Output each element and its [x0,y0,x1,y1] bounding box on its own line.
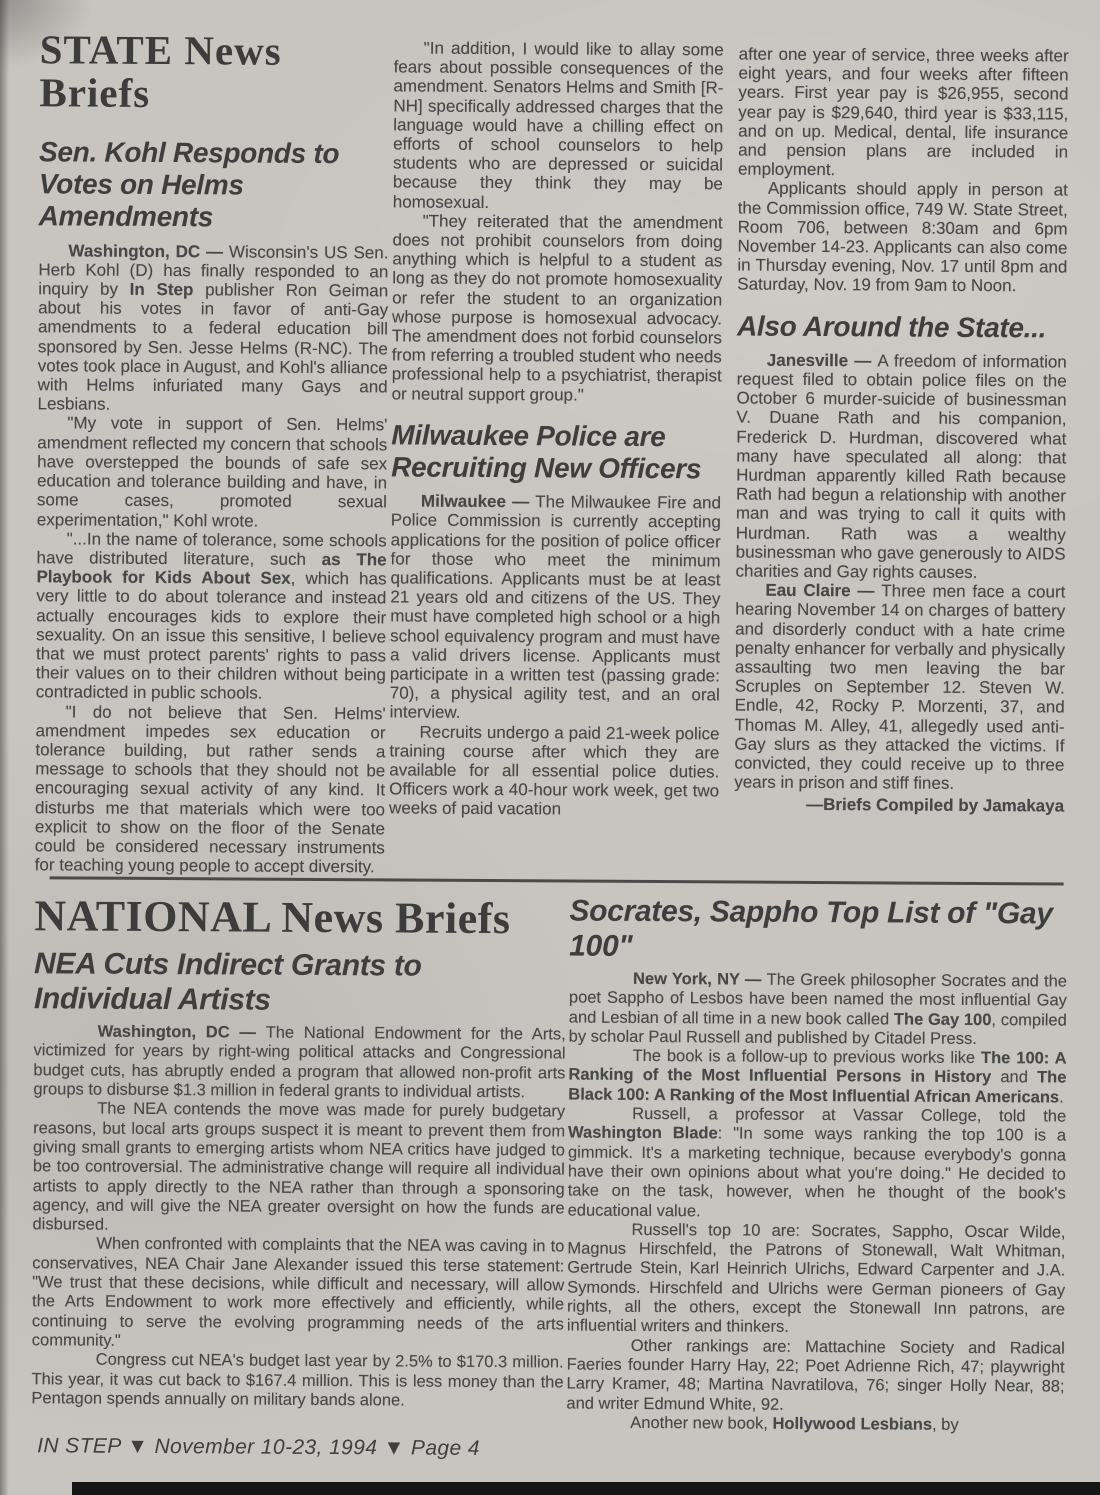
nea-article-headline: NEA Cuts Indirect Grants to Individual Artists [33,947,422,1017]
kohl-paragraph-1: Washington, DC — Wisconsin's US Sen. Herb Kohl (D) has finally responded to an inquiry by In Step publisher Ron Geiman about his votes in favor of anti-Gay amendments to a federal education bill sponsored by Sen. Jesse Helms (R-NC). The votes took place in August, and Kohl's alliance with Helms infuriated many Gays and Lesbians. [37,241,389,414]
kohl-paragraph-4: "I do not believe that Sen. Helms' amendment impedes sex education or tolerance building, but rather sends a message to schools that they should not be encouraging sexual activity of any kind. It disturbs me that materials which were too explicit to show on the floor of the Senate could be considered necessary instruments for teaching young people to accept diversity. [34,701,386,877]
gay100-paragraph-5: Other rankings are: Mattachine Society and Radical Faeries founder Harry Hay, 22; Poet Adrienne Rich, 47; playwright Larry Kramer, 48; Martina Navratilova, 76; singer Holly Near, 88; and writer Edmund White, 92. [566,1336,1065,1414]
nea-paragraph-1: Washington, DC — The National Endowment for the Arts, victimized for years by right-wing political attacks and Congressional budget cuts, has abruptly ended a program that allowed non-profit arts groups to disburse $1.3 million in federal grants to individual artists. [33,1022,566,1102]
state-column-3 [734,45,1069,816]
nea-paragraph-2: The NEA contends the move was made for purely budgetary reasons, but local arts groups suspect it is meant to prevent them from giving small grants to emerging artists whom NEA critics have judged to be too controversial. The administrative change will require all individual artists to apply directly to the NEA rather than through a sponsoring agency, and will give the NEA greater oversight on how the funds are disbursed. [32,1099,566,1234]
gay100-article-headline: Socrates, Sappho Top List of "Gay 100" [569,894,1053,963]
state-section-title: STATE News Briefs [39,26,282,116]
gay100-paragraph-3: Russell, a professor at Vassar College, told the Washington Blade: "In some ways ranking the top 100 is a gimmick. It's a marketing technique, because everybody's gonna have their own opinions about what you're doing." He decided to take on the task, however, when he thought of the book's educational value. [567,1104,1067,1220]
milwaukee-police-headline: Milwaukee Police are Recruiting New Officers [391,419,702,485]
milwaukee-paragraph-2: Recruits undergo a paid 21-week police training course after which they are available for all essential police duties. Officers work a 40-hour work week, get two weeks of paid vacation [389,722,720,819]
state-column-1 [35,28,390,876]
gay100-paragraph-2: The book is a follow-up to previous works like The 100: A Ranking of the Most Influential Persons in History and The Black 100: A Ranking of the Most Influential African Americans. [568,1047,1067,1107]
nea-paragraph-4: Congress cut NEA's budget last year by 2.5% to $170.3 million. This year, it was cut back to $167.4 million. This is less money than the Pentagon spends annually on military bands alone. [31,1350,564,1410]
national-column-right [566,894,1067,1435]
gay100-paragraph-4: Russell's top 10 are: Socrates, Sappho, Oscar Wilde, Magnus Hirschfeld, the Patrons of Stonewall, Walt Whitman, Gertrude Stein, Karl Heinrich Ulrichs, Edward Carpenter and J.A. Symonds. Hirschfeld and Ulrichs were German pioneers of Gay rights, all the others, except the Stonewall Inn patrons, are influential writers and thinkers. [566,1220,1066,1337]
gay100-paragraph-6: Another new book, Hollywood Lesbians, by [630,1413,959,1434]
state-column-2 [389,38,724,820]
section-divider-rule [50,876,1064,885]
national-section-title: NATIONAL News Briefs [34,891,511,944]
kohl-paragraph-5: "In addition, I would like to allay some fears about possible consequences of the amendment. Senators Helms and Smith [R-NH] specifically addressed charges that the language would have a chilling effect on efforts of school counselors to help students who are depressed or suicidal because they think they may be homosexual. [392,38,724,212]
milwaukee-paragraph-4: Applicants should apply in person at the Commission office, 749 W. State Street, Room 706, between 8:30am and 6pm November 14-23. Applicants can also come in Thursday evening, Nov. 17 until 8pm and Saturday, Nov. 19 from 9am to Noon. [737,179,1068,296]
kohl-paragraph-2: "My vote in support of Sen. Helms' amendment reflected my concern that schools have overstepped the bounds of safe sex education and tolerance building and have, in some cases, promoted sexual experimentation," Kohl wrote. [36,413,388,531]
national-column-left [31,893,566,1411]
kohl-article-headline: Sen. Kohl Responds to Votes on Helms Amendments [38,136,340,233]
page-footer: IN STEP ▼ November 10-23, 1994 ▼ Page 4 [37,1434,481,1460]
janesville-brief: Janesville — A freedom of information request filed to obtain police files on the October 6 murder-suicide of businessman V. Duane Rath and his companion, Frederick D. Hurdman, discovered what many have speculated all along: that Hurdman apparently killed Rath because Rath had begun a relationship with another man and was trying to call it quits with Hurdman. Rath was a wealthy businessman who gave generously to AIDS charities and Gay rights causes. [735,350,1067,583]
kohl-paragraph-6: "They reiterated that the amendment does not prohibit counselors from doing anything which is helpful to a student as long as they do not promote homosexuality or refer the student to an organization whose purpose is homosexual advocacy. The amendment does not forbid counselors from referring a troubled student who needs professional help to a psychiatrist, therapist or neutral support group." [391,211,723,405]
gay100-paragraph-1: New York, NY — The Greek philosopher Socrates and the poet Sappho of Lesbos have been named the most influential Gay and Lesbian of all time in a new book called The Gay 100, compiled by scholar Paul Russell and published by Citadel Press. [568,969,1068,1048]
nea-paragraph-3: When confronted with complaints that the NEA was caving in to conservatives, NEA Chair Jane Alexander issued this terse statement: "We trust that these decisions, while difficult and necessary, will allow the Arts Endowment to work more effectively and efficiently, while continuing to serve the evolving programming needs of the arts community." [31,1235,565,1350]
also-around-state-headline: Also Around the State... [736,310,1047,344]
scanner-edge-bar [72,1482,1100,1495]
milwaukee-paragraph-1: Milwaukee — The Milwaukee Fire and Police Commission is currently accepting applications for the position of police officer for those who meet the minimum qualifications. Applicants must be at least 21 years old and citizens of the US. They must have completed high school or a high school equivalency program and must have a valid drivers license. Applicants must participate in a written test (passing grade: 70), a physical agility test, and an oral interview. [389,491,721,723]
eau-claire-brief: Eau Claire — Three men face a court hearing November 14 on charges of battery and disorderly conduct with a hate crime penalty enhancer for verbally and physically assaulting two men leaving the bar Scruples on September 12. Steven W. Endle, 42, Rocky P. Morzenti, 37, and Thomas M. Alley, 41, allegedly used anti-Gay slurs as they attacked the victims. If convicted, they could receive up to three years in prison and stiff fines. [734,580,1066,794]
kohl-paragraph-3: "...In the name of tolerance, some schools have distributed literature, such as The Playbook for Kids About Sex, which has very little to do about tolerance and instead actually encourages kids to explore their sexuality. On an issue this sensitive, I believe that we must protect parents' rights to pass their values on to their children without being contradicted in public schools. [35,529,387,703]
briefs-compiled-byline: —Briefs Compiled by Jamakaya [806,794,1065,816]
milwaukee-paragraph-3: after one year of service, three weeks after eight years, and four weeks after fifteen years. First year pay is $26,955, second year pay is $29,640, third year is $33,115, and on up. Medical, dental, life insurance and pension plans are included in employment. [737,44,1069,180]
